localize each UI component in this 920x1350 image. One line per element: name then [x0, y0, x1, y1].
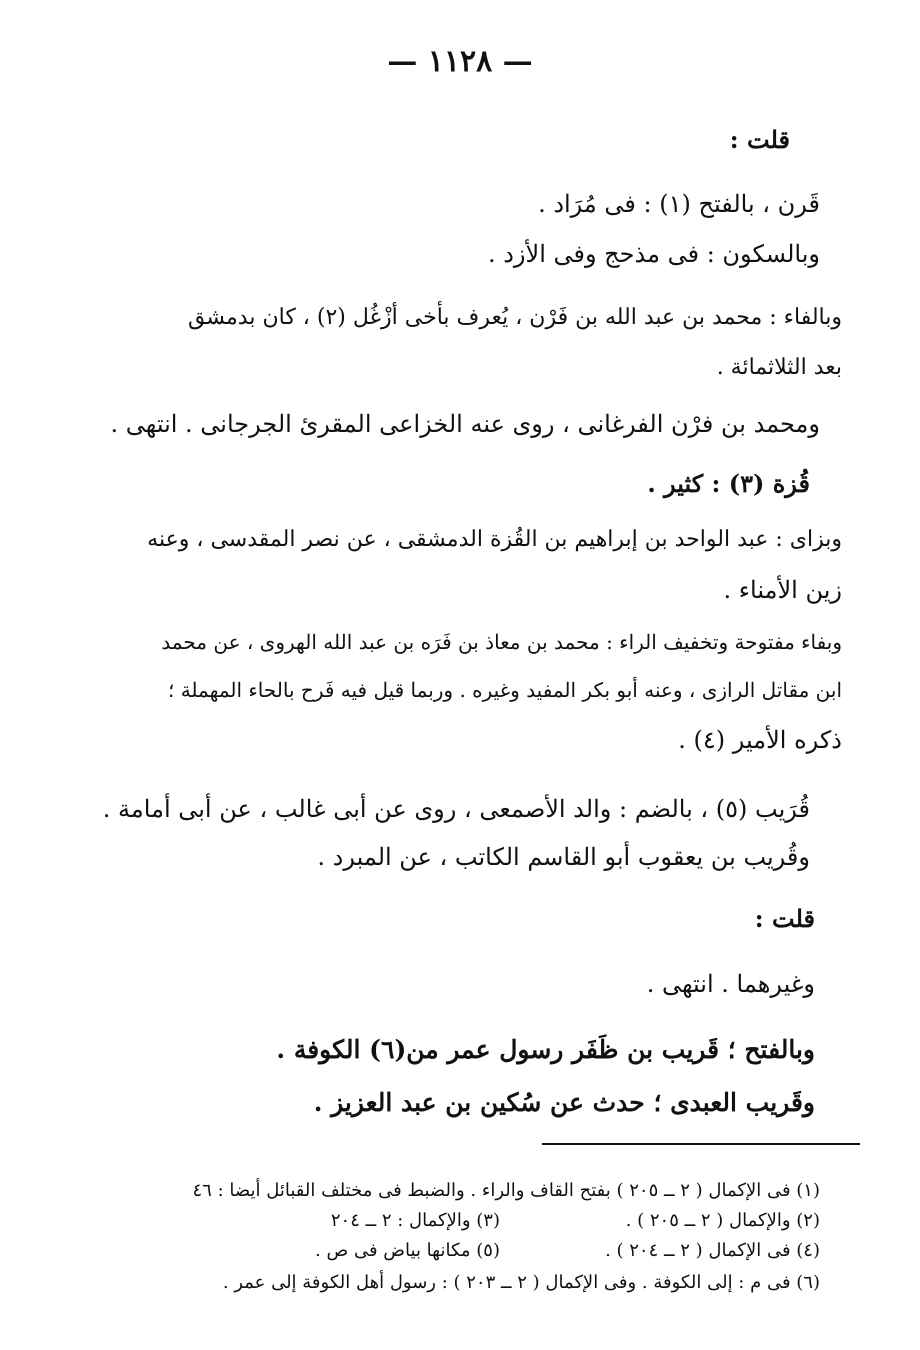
page-number: — ١١٢٨ —	[387, 44, 533, 79]
text-line: قلت :	[754, 904, 815, 933]
text-line: وقَريب العبدى ؛ حدث عن سُكين بن عبد العزيز .	[313, 1088, 815, 1117]
footnote-6: (٦) فى م : إلى الكوفة . وفى الإكمال ( ٢ ــ ٢٠٣ ) : رسول أهل الكوفة إلى عمر .	[222, 1272, 820, 1293]
footnote-divider	[542, 1143, 860, 1145]
text-line: قُزة (٣) : كثير .	[647, 469, 810, 498]
text-line: ابن مقاتل الرازى ، وعنه أبو بكر المفيد وغيره . وربما قيل فيه فَرح بالحاء المهملة ؛	[167, 678, 842, 702]
text-line: زين الأمناء .	[723, 576, 842, 604]
footnote-3: (٣) والإكمال : ٢ ــ ٢٠٤	[330, 1210, 500, 1231]
text-line: ذكره الأمير (٤) .	[678, 726, 842, 754]
text-line: بعد الثلاثمائة .	[716, 355, 842, 380]
footnote-4: (٤) فى الإكمال ( ٢ ــ ٢٠٤ ) .	[605, 1240, 820, 1261]
text-line: ومحمد بن فرْن الفرغانى ، روى عنه الخزاعى المقرئ الجرجانى . انتهى .	[110, 410, 820, 438]
text-line: قَرن ، بالفتح (١) : فى مُرَاد .	[538, 190, 820, 218]
text-line: وبزاى : عبد الواحد بن إبراهيم بن القُزة الدمشقى ، عن نصر المقدسى ، وعنه	[147, 527, 842, 552]
text-line: وبالفاء : محمد بن عبد الله بن فَرْن ، يُعرف بأخى أزْغُل (٢) ، كان بدمشق	[188, 305, 842, 330]
text-line: قلت :	[729, 125, 790, 154]
text-line: قُرَيب (٥) ، بالضم : والد الأصمعى ، روى عن أبى غالب ، عن أبى أمامة .	[102, 795, 810, 823]
footnote-2: (٢) والإكمال ( ٢ ــ ٢٠٥ ) .	[625, 1210, 820, 1231]
text-line: وبالسكون : فى مذحج وفى الأزد .	[487, 240, 820, 268]
footnote-1: (١) فى الإكمال ( ٢ ــ ٢٠٥ ) بفتح القاف والراء . والضبط فى مختلف القبائل أيضا : ٤٦	[192, 1180, 820, 1201]
text-line: وغيرهما . انتهى .	[646, 970, 815, 998]
text-line: وبفاء مفتوحة وتخفيف الراء : محمد بن معاذ بن فَرَه بن عبد الله الهروى ، عن محمد	[161, 630, 842, 654]
text-line: وقُريب بن يعقوب أبو القاسم الكاتب ، عن المبرد .	[317, 843, 810, 871]
text-line: وبالفتح ؛ قَريب بن ظَفَر رسول عمر من(٦) الكوفة .	[276, 1035, 815, 1064]
footnote-5: (٥) مكانها بياض فى ص .	[315, 1240, 500, 1261]
